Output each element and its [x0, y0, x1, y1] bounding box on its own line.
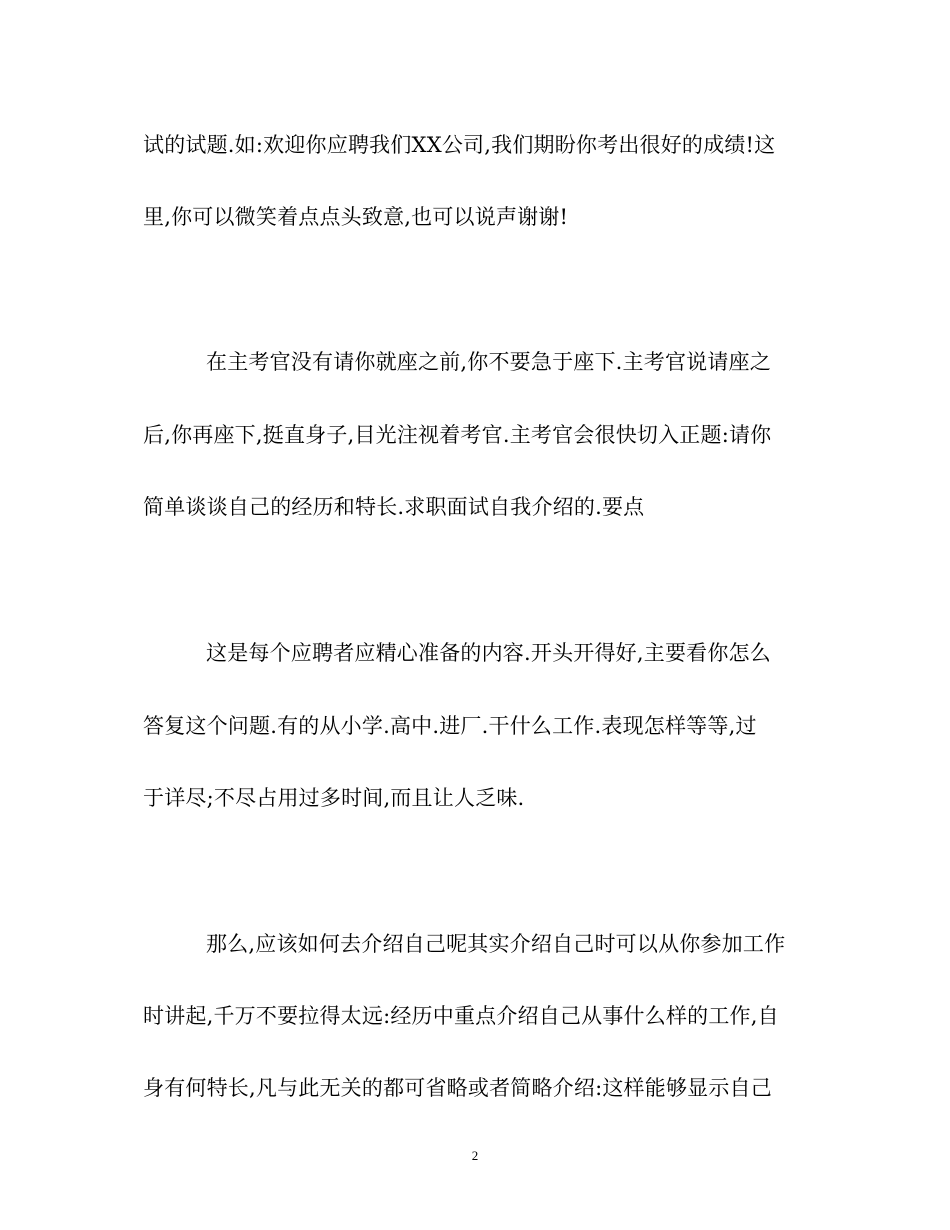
paragraph-1-line-1: 试的试题.如:欢迎你应聘我们XX公司,我们期盼你考出很好的成绩!这 [143, 133, 776, 157]
paragraph-4-line-3: 身有何特长,凡与此无关的都可省略或者简略介绍:这样能够显示自己 [143, 1076, 772, 1100]
paragraph-3-line-2: 答复这个问题.有的从小学.高中.进厂.干什么工作.表现怎样等等,过 [143, 714, 757, 738]
paragraph-1-line-2: 里,你可以微笑着点点头致意,也可以说声谢谢! [143, 205, 569, 229]
page-number: 2 [471, 1148, 479, 1163]
paragraph-2-line-1: 在主考官没有请你就座之前,你不要急于座下.主考官说请座之 [206, 350, 771, 374]
paragraph-4-line-2: 时讲起,千万不要拉得太远:经历中重点介绍自己从事什么样的工作,自 [143, 1004, 779, 1028]
paragraph-3-line-3: 于详尽;不尽占用过多时间,而且让人乏味. [143, 786, 525, 810]
paragraph-3-line-1: 这是每个应聘者应精心准备的内容.开头开得好,主要看你怎么 [206, 641, 771, 665]
paragraph-4-line-1: 那么,应该如何去介绍自己呢其实介绍自己时可以从你参加工作 [206, 932, 786, 956]
paragraph-2-line-2: 后,你再座下,挺直身子,目光注视着考官.主考官会很快切入正题:请你 [143, 423, 772, 447]
paragraph-2-line-3: 简单谈谈自己的经历和特长.求职面试自我介绍的.要点 [143, 495, 645, 519]
